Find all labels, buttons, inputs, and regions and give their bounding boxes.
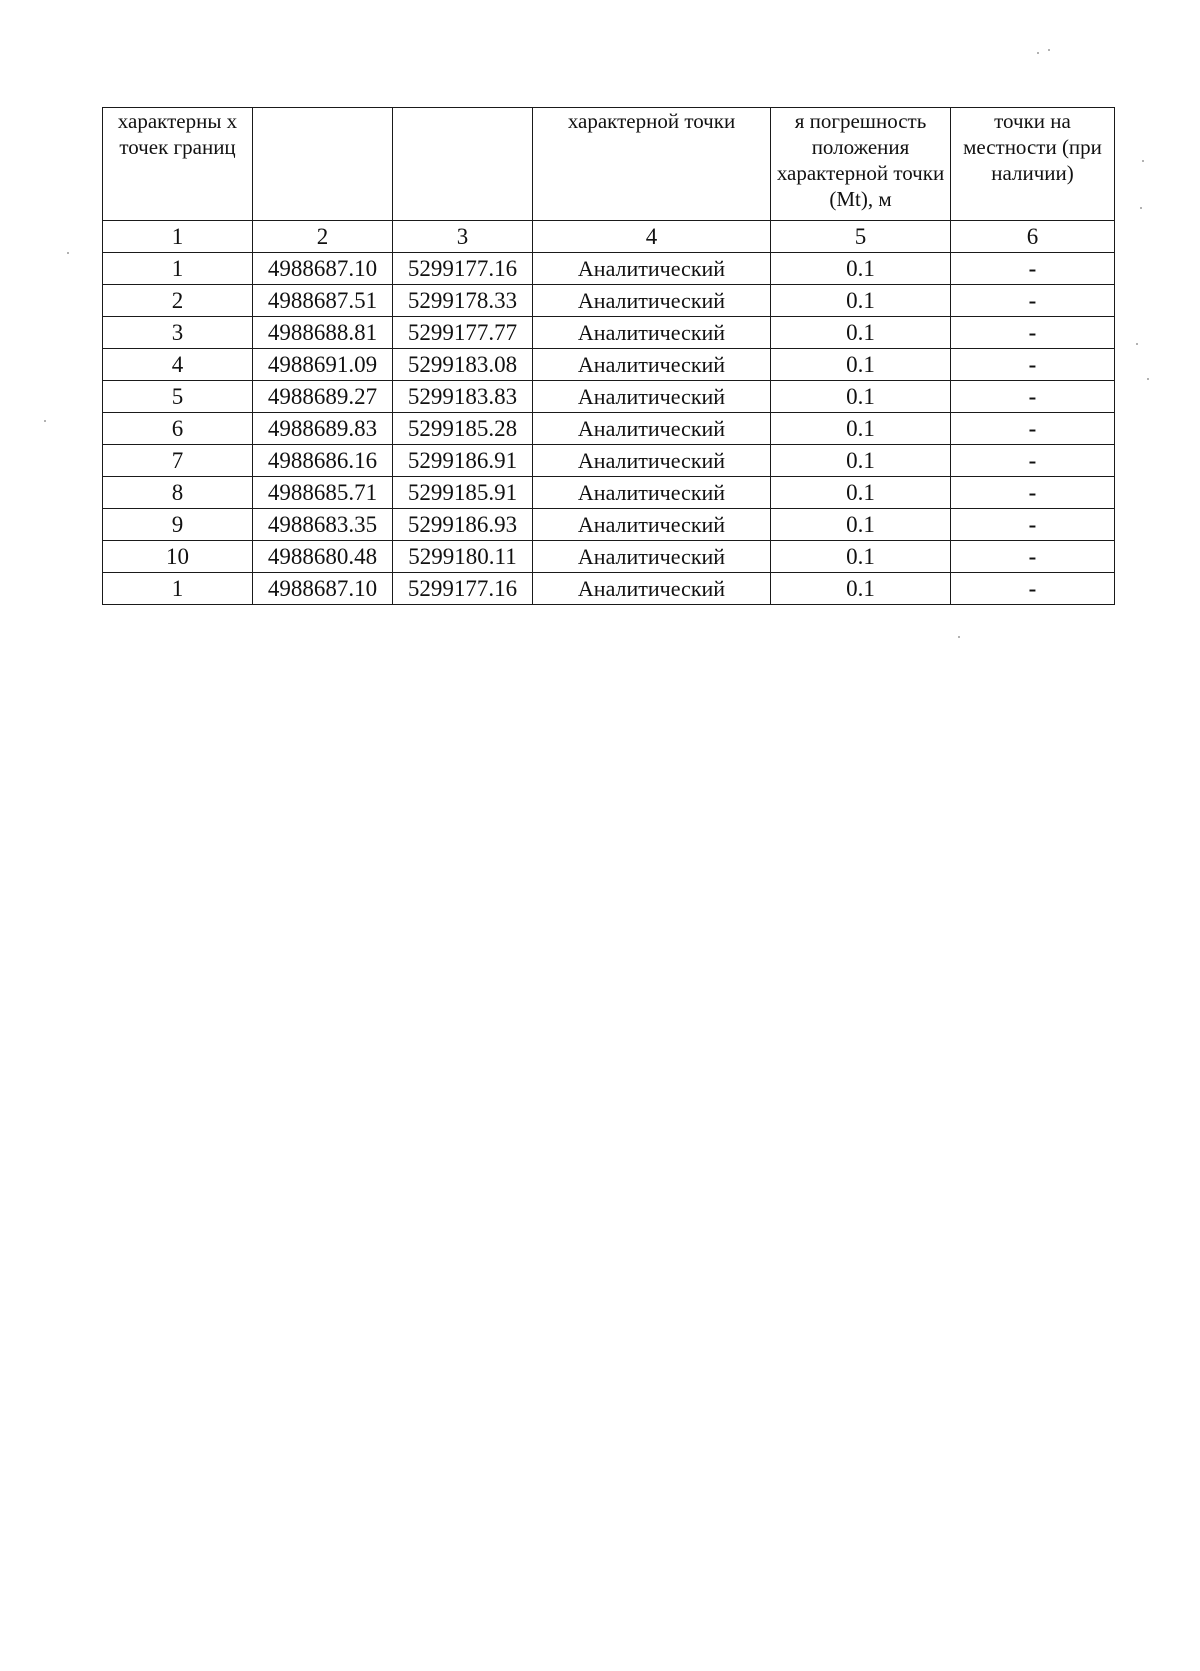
y-coordinate-cell: 5299178.33 (393, 285, 533, 317)
method-cell: Аналитический (533, 413, 771, 445)
method-cell: Аналитический (533, 477, 771, 509)
y-coordinate-cell: 5299185.28 (393, 413, 533, 445)
y-coordinate-cell: 5299183.08 (393, 349, 533, 381)
accuracy-cell: 0.1 (771, 541, 951, 573)
y-coordinate-cell: 5299185.91 (393, 477, 533, 509)
accuracy-cell: 0.1 (771, 285, 951, 317)
x-coordinate-cell: 4988685.71 (253, 477, 393, 509)
y-coordinate-cell: 5299177.16 (393, 253, 533, 285)
x-coordinate-cell: 4988689.27 (253, 381, 393, 413)
method-cell: Аналитический (533, 381, 771, 413)
method-cell: Аналитический (533, 445, 771, 477)
point-number-cell: 10 (103, 541, 253, 573)
scan-speck (1142, 160, 1144, 162)
y-coordinate-cell: 5299183.83 (393, 381, 533, 413)
table-row (103, 285, 1115, 317)
scan-speck (1147, 378, 1149, 380)
table-row (103, 413, 1115, 445)
table-row (103, 509, 1115, 541)
header-cell-accuracy: я погрешность положения характерной точки (Mt), м (771, 108, 951, 221)
point-number-cell: 1 (103, 573, 253, 605)
header-cell-x (253, 108, 393, 221)
marking-cell: - (951, 573, 1115, 605)
point-number-cell: 8 (103, 477, 253, 509)
scan-speck (44, 420, 46, 422)
method-cell: Аналитический (533, 253, 771, 285)
method-cell: Аналитический (533, 285, 771, 317)
point-number-cell: 5 (103, 381, 253, 413)
point-number-cell: 1 (103, 253, 253, 285)
marking-cell: - (951, 509, 1115, 541)
column-number-cell: 4 (533, 221, 771, 253)
marking-cell: - (951, 285, 1115, 317)
y-coordinate-cell: 5299180.11 (393, 541, 533, 573)
column-number-cell: 2 (253, 221, 393, 253)
marking-cell: - (951, 445, 1115, 477)
column-number-row (103, 221, 1115, 253)
column-number-cell: 1 (103, 221, 253, 253)
x-coordinate-cell: 4988687.10 (253, 573, 393, 605)
header-cell-method: характерной точки (533, 108, 771, 221)
y-coordinate-cell: 5299177.16 (393, 573, 533, 605)
point-number-cell: 6 (103, 413, 253, 445)
table-row (103, 317, 1115, 349)
column-number-cell: 3 (393, 221, 533, 253)
accuracy-cell: 0.1 (771, 445, 951, 477)
accuracy-cell: 0.1 (771, 413, 951, 445)
marking-cell: - (951, 349, 1115, 381)
x-coordinate-cell: 4988687.10 (253, 253, 393, 285)
scan-speck (1136, 343, 1138, 345)
column-number-cell: 6 (951, 221, 1115, 253)
x-coordinate-cell: 4988688.81 (253, 317, 393, 349)
marking-cell: - (951, 477, 1115, 509)
marking-cell: - (951, 381, 1115, 413)
method-cell: Аналитический (533, 317, 771, 349)
scan-speck (958, 636, 960, 638)
column-number-cell: 5 (771, 221, 951, 253)
accuracy-cell: 0.1 (771, 381, 951, 413)
accuracy-cell: 0.1 (771, 349, 951, 381)
table-row (103, 477, 1115, 509)
accuracy-cell: 0.1 (771, 253, 951, 285)
table-row (103, 349, 1115, 381)
scan-speck (1037, 52, 1039, 54)
marking-cell: - (951, 413, 1115, 445)
header-cell-y (393, 108, 533, 221)
y-coordinate-cell: 5299186.91 (393, 445, 533, 477)
marking-cell: - (951, 317, 1115, 349)
x-coordinate-cell: 4988686.16 (253, 445, 393, 477)
accuracy-cell: 0.1 (771, 509, 951, 541)
header-cell-marking: точки на местности (при наличии) (951, 108, 1115, 221)
table-row (103, 573, 1115, 605)
table-row (103, 445, 1115, 477)
accuracy-cell: 0.1 (771, 317, 951, 349)
accuracy-cell: 0.1 (771, 573, 951, 605)
table-row (103, 381, 1115, 413)
point-number-cell: 7 (103, 445, 253, 477)
marking-cell: - (951, 253, 1115, 285)
point-number-cell: 3 (103, 317, 253, 349)
x-coordinate-cell: 4988683.35 (253, 509, 393, 541)
accuracy-cell: 0.1 (771, 477, 951, 509)
table-header-row (103, 108, 1115, 221)
x-coordinate-cell: 4988689.83 (253, 413, 393, 445)
point-number-cell: 9 (103, 509, 253, 541)
header-cell-point-number: характерны х точек границ (103, 108, 253, 221)
scan-speck (67, 252, 69, 254)
method-cell: Аналитический (533, 573, 771, 605)
scan-speck (1048, 49, 1050, 51)
coordinates-table (102, 107, 1115, 605)
y-coordinate-cell: 5299186.93 (393, 509, 533, 541)
method-cell: Аналитический (533, 509, 771, 541)
x-coordinate-cell: 4988680.48 (253, 541, 393, 573)
point-number-cell: 2 (103, 285, 253, 317)
table-row (103, 541, 1115, 573)
scan-speck (1140, 207, 1142, 209)
method-cell: Аналитический (533, 349, 771, 381)
y-coordinate-cell: 5299177.77 (393, 317, 533, 349)
point-number-cell: 4 (103, 349, 253, 381)
x-coordinate-cell: 4988691.09 (253, 349, 393, 381)
x-coordinate-cell: 4988687.51 (253, 285, 393, 317)
marking-cell: - (951, 541, 1115, 573)
table-row (103, 253, 1115, 285)
method-cell: Аналитический (533, 541, 771, 573)
